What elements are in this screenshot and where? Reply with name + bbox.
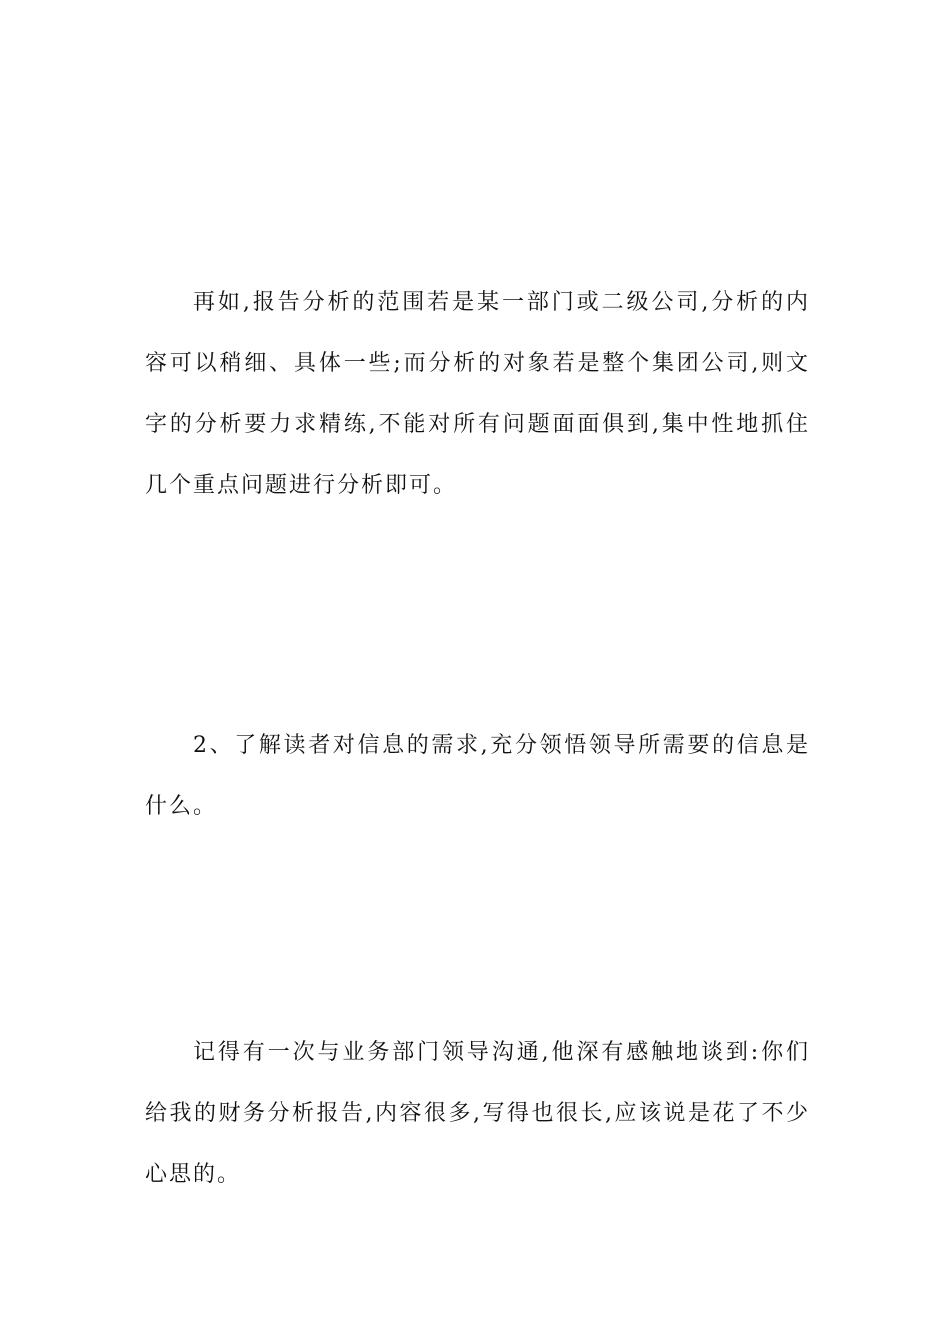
paragraph-reader-needs: 2、了解读者对信息的需求,充分领悟领导所需要的信息是什么。 [145, 733, 810, 819]
paragraph-scope-of-analysis: 再如,报告分析的范围若是某一部门或二级公司,分析的内容可以稍细、具体一些;而分析的对象若是整个集团公司,则文字的分析要力求精练,不能对所有问题面面俱到,集中性地抓住几个重点问题进行分析即可。 [145, 290, 810, 498]
paragraph-leader-communication: 记得有一次与业务部门领导沟通,他深有感触地谈到:你们给我的财务分析报告,内容很多,写得也很长,应该说是花了不少心思的。 [145, 1040, 810, 1187]
